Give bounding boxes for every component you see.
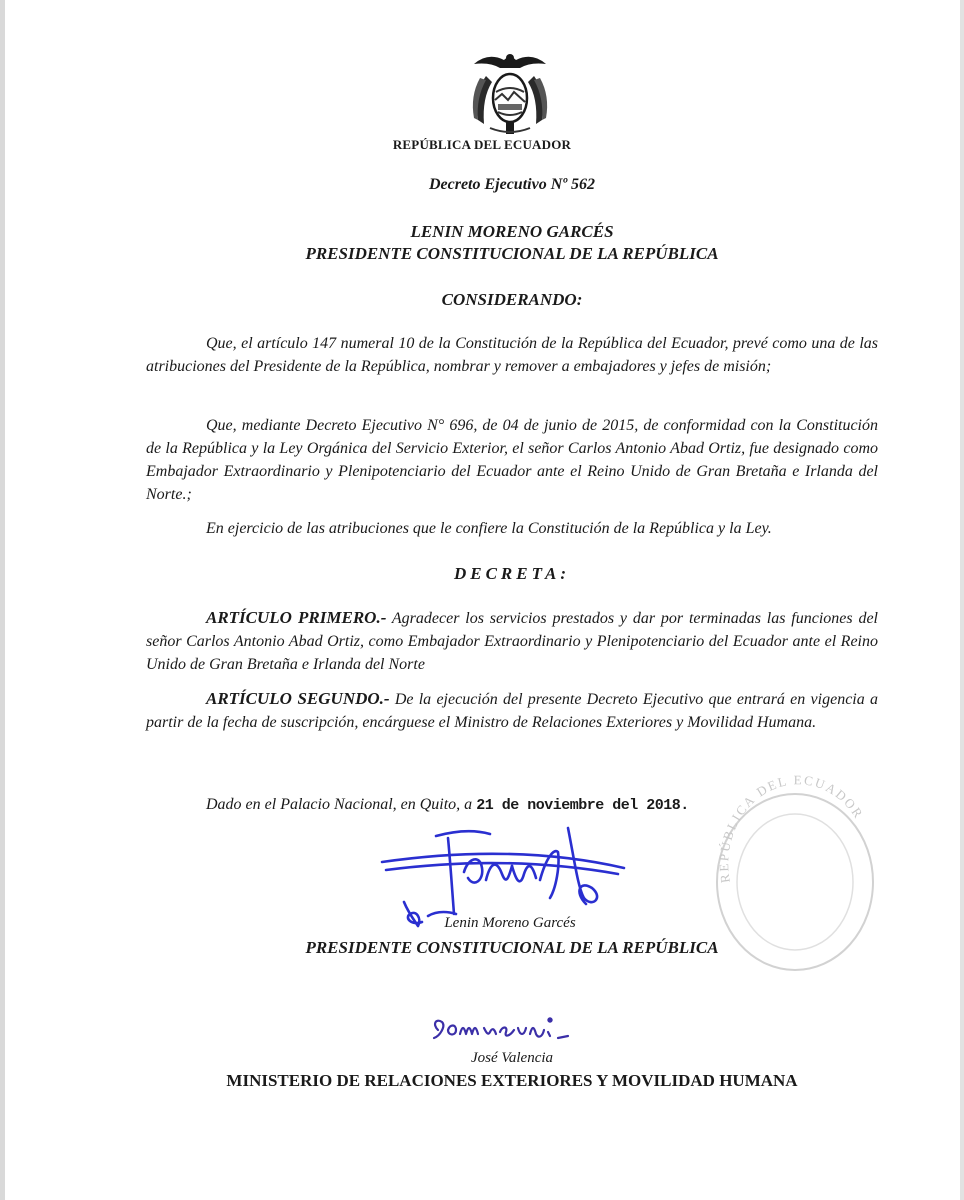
considerando-paragraph: Que, mediante Decreto Ejecutivo N° 696, de 04 de junio de 2015, de conformidad con la Constitución de la República y la Ley Orgánica del Servicio Exterior, el señor Carlos Antonio Abad Ortiz, fue designado como Embajador Extraordinario y Plenipotenciario del Ecuador ante el Reino Unido de Gran Bretaña e Irlanda del Norte.; xyxy=(146,417,878,503)
closing-date: 21 de noviembre del 2018. xyxy=(476,797,689,814)
issuer-name: LENIN MORENO GARCÉS xyxy=(410,222,614,241)
considerando-heading: CONSIDERANDO: xyxy=(441,290,583,309)
considerando-paragraph: En ejercicio de las atribuciones que le confiere la Constitución de la República y la Ley. xyxy=(206,520,772,537)
article-text: Agradecer los servicios prestados y dar por terminadas las funciones del señor Carlos Antonio Abad Ortiz, como Embajador Extraordinario y Plenipotenciario del Ecuador ante el Reino Unido de Gran Bretaña e Irlanda del Norte xyxy=(146,610,878,673)
decree-number-title: Decreto Ejecutivo Nº 562 xyxy=(428,176,596,193)
minister-name: José Valencia xyxy=(470,1050,554,1066)
article-first xyxy=(146,606,878,676)
president-name: Lenin Moreno Garcés xyxy=(444,915,576,931)
article-second xyxy=(146,687,878,734)
decreta-heading: DECRETA: xyxy=(453,564,571,583)
closing-text: Dado en el Palacio Nacional, en Quito, a xyxy=(206,796,477,813)
article-text: De la ejecución del presente Decreto Ejecutivo que entrará en vigencia a partir de la fecha de suscripción, encárguese el Ministro de Relaciones Exteriores y Movilidad Humana. xyxy=(146,691,878,731)
country-name: REPÚBLICA DEL ECUADOR xyxy=(392,137,572,152)
closing-line xyxy=(206,796,689,814)
ecuador-coat-of-arms-icon xyxy=(468,48,552,136)
article-label: ARTÍCULO SEGUNDO.- xyxy=(206,689,390,708)
seal-text: REPÚBLICA DEL ECUADOR xyxy=(716,772,867,884)
president-office: PRESIDENTE CONSTITUCIONAL DE LA REPÚBLICA xyxy=(305,938,719,957)
issuer-office: PRESIDENTE CONSTITUCIONAL DE LA REPÚBLICA xyxy=(305,244,719,263)
official-seal-stamp xyxy=(690,772,890,992)
article-label: ARTÍCULO PRIMERO.- xyxy=(206,608,387,627)
considerando-paragraph: Que, el artículo 147 numeral 10 de la Constitución de la República del Ecuador, prevé como una de las atribuciones del Presidente de la República, nombrar y remover a embajadores y jefes de misión; xyxy=(146,335,878,375)
minister-office: MINISTERIO DE RELACIONES EXTERIORES Y MOVILIDAD HUMANA xyxy=(226,1071,798,1090)
minister-signature xyxy=(428,1008,588,1046)
